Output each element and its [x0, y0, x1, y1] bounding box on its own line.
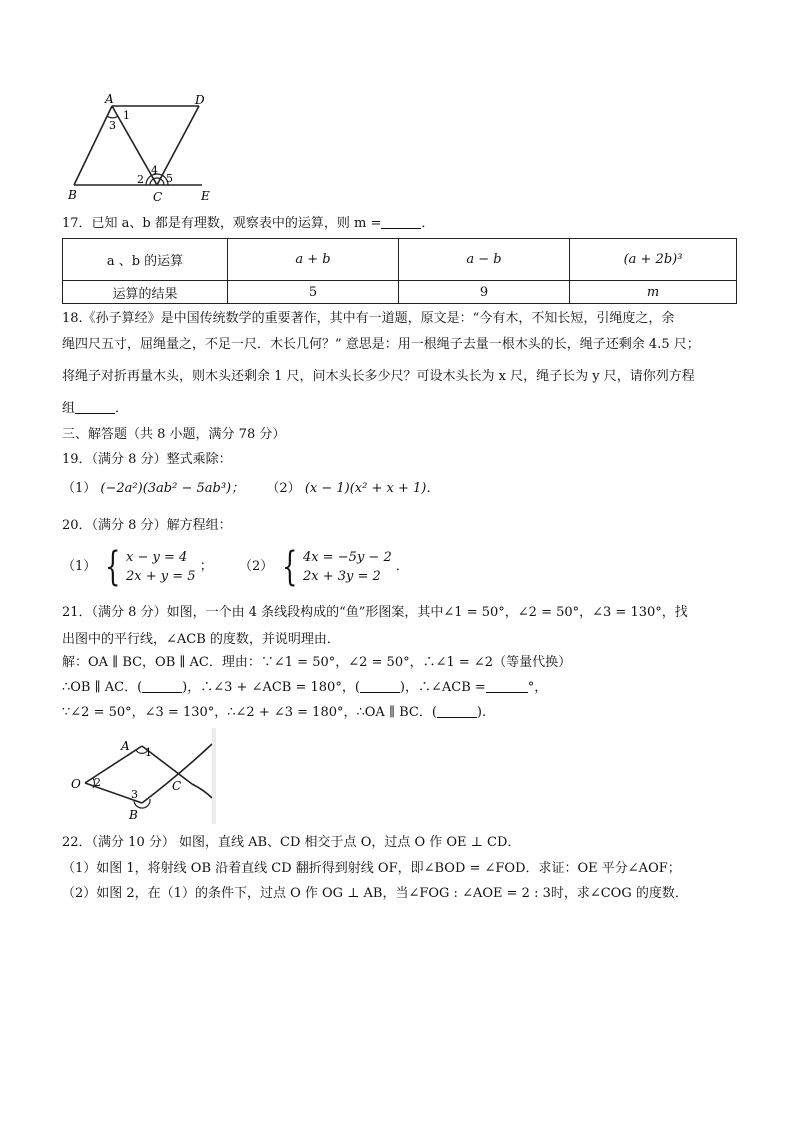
angle-2-label: 2: [94, 776, 101, 789]
label-C: C: [153, 190, 163, 204]
q20-p1-eq1: x − y = 4: [126, 549, 188, 565]
label-C: C: [172, 779, 182, 793]
table-cell: (a + 2b)³: [570, 239, 737, 281]
q17-table: [62, 238, 737, 304]
angle-3-label: 3: [109, 119, 116, 132]
q20-p1-label: （1）: [62, 559, 97, 574]
q19-p1-expr: (−2a²)(3ab² − 5ab³)；: [100, 481, 245, 496]
angle-2-label: 2: [137, 173, 144, 186]
q17-answer-blank[interactable]: [381, 215, 421, 229]
table-cell: 5: [228, 281, 399, 304]
section-3-heading: 三、解答题（共 8 小题，满分 78 分）: [62, 427, 286, 442]
q22-line2: （1）如图 1，将射线 OB 沿着直线 CD 翻折得到射线 OF，即∠BOD = ∠FOD．求证：OE 平分∠AOF；: [62, 861, 681, 876]
table-cell: 运算的结果: [63, 281, 228, 304]
q18-line2: 绳四尺五寸，屈绳量之，不足一尺．木长几何？” 意思是：用一根绳子去量一根木头的长，绳子还剩余 4.5 尺；: [62, 337, 700, 352]
angle-1-label: 1: [123, 109, 130, 122]
angle-1-label: 1: [145, 746, 152, 759]
angle-3-label: 3: [131, 788, 138, 801]
q20-p2-label: （2）: [239, 559, 274, 574]
q20-p1-eq2: 2x + y = 5: [126, 568, 196, 584]
label-B: B: [129, 808, 138, 822]
angle-4-label: 4: [151, 164, 158, 177]
q20-p1-end: ；: [199, 559, 213, 574]
table-cell: 9: [399, 281, 570, 304]
table-cell: m: [570, 281, 737, 304]
q19-p2-expr: (x − 1)(x² + x + 1)．: [304, 481, 440, 496]
q18-line1: 18.《孙子算经》是中国传统数学的重要著作，其中有一道题，原文是：“今有木，不知长短，引绳度之，余: [62, 311, 675, 326]
q18-stem-end: 组: [62, 401, 76, 416]
q20-title: 20．（满分 8 分）解方程组：: [62, 518, 232, 533]
q20-p2-eq2: 2x + 3y = 2: [303, 568, 381, 584]
q21-line1: 21．（满分 8 分）如图，一个由 4 条线段构成的“鱼”形图案，其中∠1 = 50°，∠2 = 50°，∠3 = 130°，找: [62, 605, 688, 620]
q21-sol3: [62, 704, 486, 722]
label-O: O: [71, 777, 81, 791]
brace-icon: {: [105, 543, 121, 590]
figure-parallelogram: [62, 92, 222, 204]
label-E: E: [201, 189, 210, 203]
q21-sol2: [62, 679, 547, 697]
q21-sol3-part-a: ∵∠2 = 50°，∠3 = 130°，∴∠2 + ∠3 = 180°，∴OA ∥ BC．(: [62, 705, 437, 720]
q18-line4: [62, 400, 128, 418]
q22-line1: 22．（满分 10 分） 如图，直线 AB、CD 相交于点 O，过点 O 作 OE ⊥ CD．: [62, 835, 521, 850]
q18-answer-blank[interactable]: [75, 400, 115, 414]
figure-fish: [62, 728, 222, 824]
q19-title: 19．（满分 8 分）整式乘除：: [62, 452, 232, 467]
q19-parts: [62, 480, 439, 498]
table-cell: a 、b 的运算: [63, 239, 228, 281]
q20-parts: [62, 543, 409, 590]
q20-p2-end: ．: [395, 559, 409, 574]
q19-p1-label: （1）: [62, 481, 97, 496]
q21-blank-2[interactable]: [360, 679, 400, 693]
angle-5-label: 5: [166, 172, 173, 185]
q21-sol1: 解：OA ∥ BC，OB ∥ AC．理由：∵∠1 = 50°，∠2 = 50°，∴∠1 = ∠2（等量代换）: [62, 655, 572, 670]
q21-sol3-part-b: ).: [476, 705, 487, 720]
brace-icon: {: [282, 543, 298, 590]
q18-end: ．: [115, 401, 129, 416]
q21-line2: 出图中的平行线，∠ACB 的度数，并说明理由．: [62, 632, 340, 647]
table-cell: a + b: [228, 239, 399, 281]
q20-p2-eq1: 4x = −5y − 2: [303, 549, 392, 565]
q21-blank-3[interactable]: [486, 679, 528, 693]
q17-end: ．: [421, 216, 435, 231]
q21-sol2-part-a: ∴OB ∥ AC．(: [62, 680, 143, 695]
q21-blank-1[interactable]: [142, 679, 182, 693]
q21-sol2-part-b: )，∴∠3 + ∠ACB = 180°，(: [182, 680, 360, 695]
q21-sol2-part-c: )，∴∠ACB =: [399, 680, 486, 695]
q21-sol2-part-d: °，: [527, 680, 548, 695]
label-D: D: [195, 93, 205, 107]
q22-line3: （2）如图 2，在（1）的条件下，过点 O 作 OG ⊥ AB，当∠FOG : ∠AOE = 2 : 3时，求∠COG 的度数．: [62, 886, 688, 901]
label-B: B: [68, 188, 77, 202]
q20-p2-system: [303, 548, 392, 586]
q17-stem: 17．已知 a、b 都是有理数，观察表中的运算，则 m =: [62, 216, 382, 231]
label-A: A: [121, 739, 130, 753]
table-cell: a − b: [399, 239, 570, 281]
q19-p2-label: （2）: [266, 481, 301, 496]
label-A: A: [105, 92, 114, 106]
q20-p1-system: [126, 548, 196, 586]
q18-line3: 将绳子对折再量木头，则木头还剩余 1 尺，问木头长多少尺？可设木头长为 x 尺，绳子长为 y 尺，请你列方程: [62, 369, 695, 384]
q21-blank-4[interactable]: [437, 704, 477, 718]
q17-text: [62, 215, 434, 233]
